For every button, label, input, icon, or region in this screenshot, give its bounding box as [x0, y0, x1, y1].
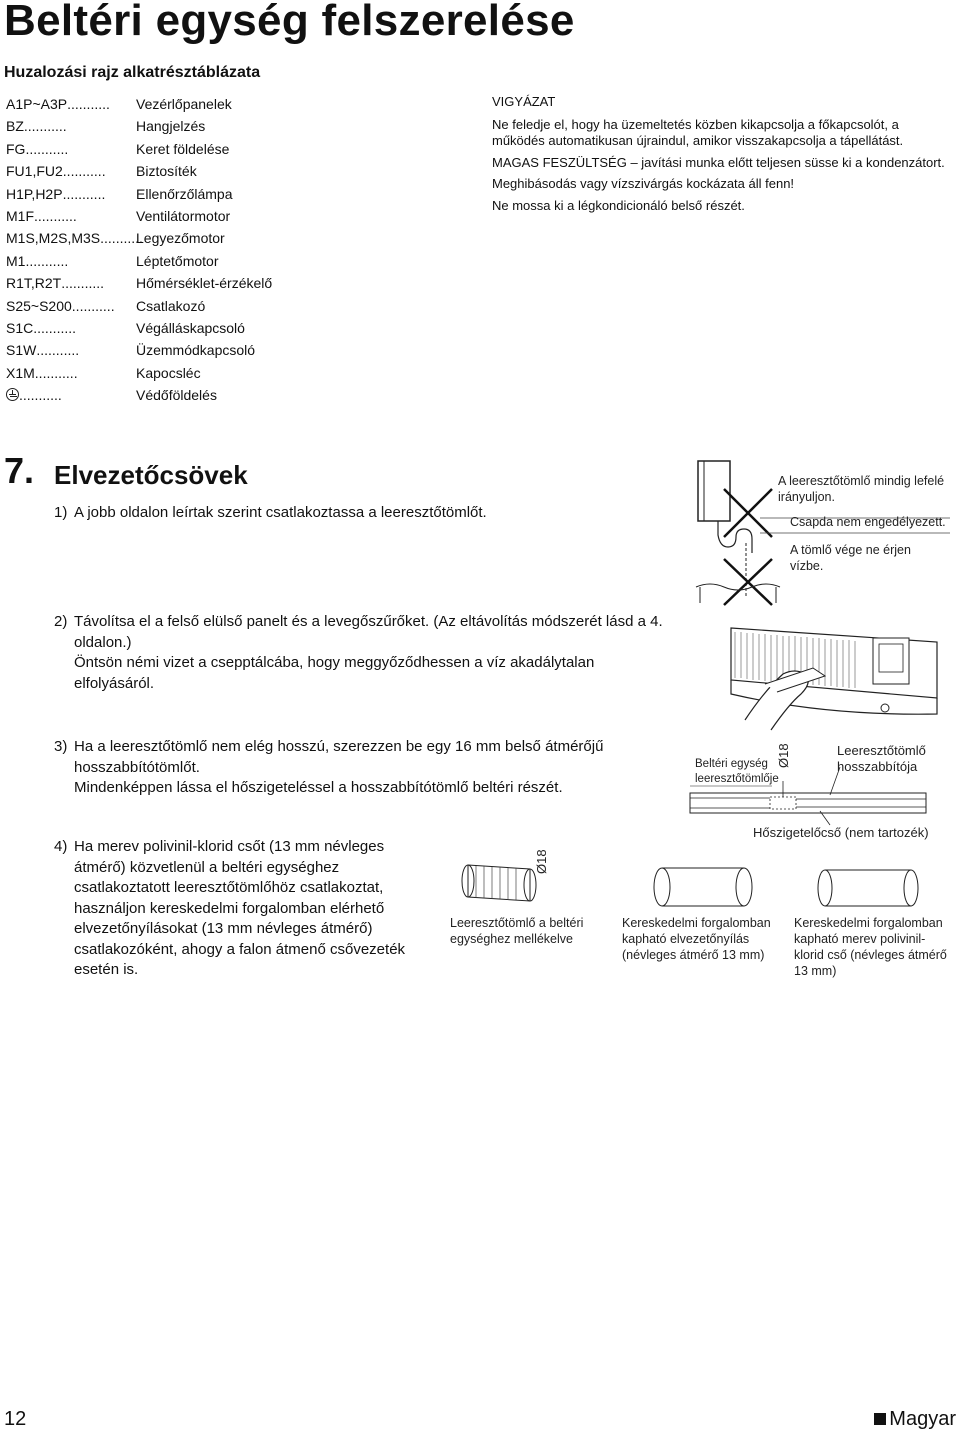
section-number: 7.: [4, 450, 35, 491]
legend-name: Léptetőmotor: [136, 252, 219, 269]
legend-code: A1P~A3P: [6, 96, 68, 112]
step-number: 2): [54, 613, 68, 630]
legend-name: Végálláskapcsoló: [136, 319, 245, 336]
legend-dots: ...........: [62, 163, 106, 180]
protective-earth-icon: [6, 388, 19, 401]
legend-dots: ...........: [33, 319, 77, 336]
figure-label: Leeresztőtömlő a beltéri egységhez mellékelve: [450, 916, 584, 946]
legend-row: [6, 205, 306, 227]
step-4: [54, 837, 424, 981]
legend-row: [6, 93, 306, 115]
legend-dots: ...........: [23, 118, 67, 135]
step-1: [54, 503, 574, 524]
figure-label: A tömlő vége ne érjen vízbe.: [790, 543, 911, 573]
warning-text-2: MAGAS FESZÜLTSÉG – javítási munka előtt teljesen süsse ki a kondenzátort.: [492, 154, 945, 170]
legend-row: [6, 138, 306, 160]
legend-dots: ...........: [34, 364, 78, 381]
legend-row: [6, 272, 306, 294]
step-2: [54, 612, 674, 694]
drain-socket-icon: [650, 862, 760, 912]
step-number: 1): [54, 504, 68, 521]
legend-row: [6, 183, 306, 205]
section-title: Elvezetőcsövek: [54, 460, 248, 490]
step-text-2: Mindenképpen lássa el hőszigeteléssel a hosszabbítótömlő beltéri részét.: [74, 779, 563, 796]
figure-label: Hőszigetelőcső (nem tartozék): [753, 825, 929, 840]
step-3: [54, 737, 674, 799]
rigid-pipe-icon: [815, 866, 925, 910]
legend-name: Hangjelzés: [136, 118, 206, 135]
figure-label: Csapda nem engedélyezett.: [790, 515, 946, 529]
warning-heading: VIGYÁZAT: [492, 94, 556, 109]
warning-box: [492, 94, 952, 219]
legend-name: Üzemmódkapcsoló: [136, 342, 256, 359]
legend-name: Vezérlőpanelek: [136, 96, 232, 112]
legend-row: [6, 362, 306, 384]
legend-dots: ...........: [36, 342, 80, 359]
legend-code: M1S,M2S,M3S: [6, 230, 101, 247]
legend-code: M1F: [6, 207, 34, 224]
hose-with-diameter-icon: [450, 855, 570, 915]
legend-name: Kapocsléc: [136, 364, 201, 381]
legend-dots: ...........: [67, 96, 110, 112]
legend-name: Ventilátormotor: [136, 207, 231, 224]
step-text: Távolítsa el a felső elülső panelt és a levegőszűrőket. (Az eltávolítás módszerét lásd a 4. oldalon.): [74, 613, 663, 651]
step-number: 4): [54, 838, 68, 855]
legend-name: Ellenőrzőlámpa: [136, 185, 233, 202]
legend-row: [6, 160, 306, 182]
page-number: 12: [4, 1408, 27, 1430]
figure-label: A leeresztőtömlő mindig lefelé irányuljon.: [778, 474, 945, 504]
square-bullet-icon: [874, 1413, 886, 1425]
legend-code: BZ: [6, 118, 24, 135]
page-title: Beltéri egység felszerelése: [4, 0, 575, 45]
figure-label: Leeresztőtömlő hosszabbítója: [837, 743, 926, 774]
legend-code: S1W: [6, 342, 37, 359]
legend-code: H1P,H2P: [6, 185, 63, 202]
diameter-label: Ø18: [776, 743, 791, 768]
legend-row: [6, 339, 306, 361]
step-number: 3): [54, 738, 68, 755]
legend-dots: ...........: [19, 387, 62, 404]
language-text: Magyar: [889, 1408, 956, 1430]
step-text: Ha merev polivinil-klorid csőt (13 mm névleges átmérő) közvetlenül a beltéri egységhez csatlakoztatott leeresztőtömlőhöz csatlakoztat, használjon kereskedelmi forgalomban elérhető elvezetőnyílásokat (13 mm névleges átmérő) csatlakozóként, ahogy a falon átmenő csővezeték esetén is.: [74, 838, 406, 978]
legend-name: Legyezőmotor: [136, 230, 225, 247]
legend-row: [6, 295, 306, 317]
legend-dots: ...........: [62, 185, 106, 202]
legend-code: X1M: [6, 364, 35, 381]
legend-code: FG: [6, 140, 26, 157]
legend-dots: ...........: [25, 252, 69, 269]
wiring-subtitle: Huzalozási rajz alkatrésztáblázata: [4, 64, 261, 81]
indoor-unit-illustration: [705, 610, 945, 740]
legend-row: [6, 317, 306, 339]
legend-row: [6, 227, 306, 249]
legend-code: R1T,R2T: [6, 275, 62, 292]
warning-text-1: Ne feledje el, hogy ha üzemeltetés közben kikapcsolja a főkapcsolót, a működés automatikusan újraindul, amikor visszakapcsolja a tápellátást.: [492, 116, 904, 148]
figure-label: Kereskedelmi forgalomban kapható elvezetőnyílás (névleges átmérő 13 mm): [622, 916, 771, 962]
step-text: A jobb oldalon leírtak szerint csatlakoztassa a leeresztőtömlőt.: [74, 504, 487, 521]
diameter-label: Ø18: [534, 849, 549, 874]
figure-label: Beltéri egység leeresztőtömlője: [695, 758, 779, 785]
legend-code: S25~S200: [6, 297, 72, 314]
legend-row: [6, 250, 306, 272]
language-label: [874, 1408, 956, 1431]
legend-code: S1C: [6, 319, 34, 336]
wiring-legend: [6, 93, 306, 406]
legend-row: [6, 384, 306, 406]
legend-dots: ...........: [71, 297, 115, 314]
legend-code: FU1,FU2: [6, 163, 63, 180]
legend-dots: ...........: [100, 230, 143, 247]
step-text-2: Öntsön némi vizet a csepptálcába, hogy meggyőződhessen a víz akadálytalan elfolyásáról.: [74, 654, 595, 692]
legend-name: Csatlakozó: [136, 297, 206, 314]
legend-dots: ...........: [61, 275, 105, 292]
step-text: Ha a leeresztőtömlő nem elég hosszú, szerezzen be egy 16 mm belső átmérőjű hosszabbítótömlőt.: [74, 738, 604, 776]
warning-text-4: Ne mossa ki a légkondicionáló belső részét.: [492, 197, 745, 213]
legend-name: Hőmérséklet-érzékelő: [136, 275, 273, 292]
legend-dots: ...........: [34, 207, 77, 224]
legend-name: Keret földelése: [136, 140, 230, 157]
figure-label: Kereskedelmi forgalomban kapható merev polivinil-klorid cső (névleges átmérő 13 mm): [794, 916, 947, 978]
warning-text-3: Meghibásodás vagy vízszivárgás kockázata áll fenn!: [492, 176, 795, 191]
legend-code: M1: [6, 252, 26, 269]
legend-row: [6, 115, 306, 137]
legend-name: Biztosíték: [136, 163, 197, 180]
legend-dots: ...........: [25, 140, 69, 157]
legend-name: Védőföldelés: [136, 387, 217, 404]
